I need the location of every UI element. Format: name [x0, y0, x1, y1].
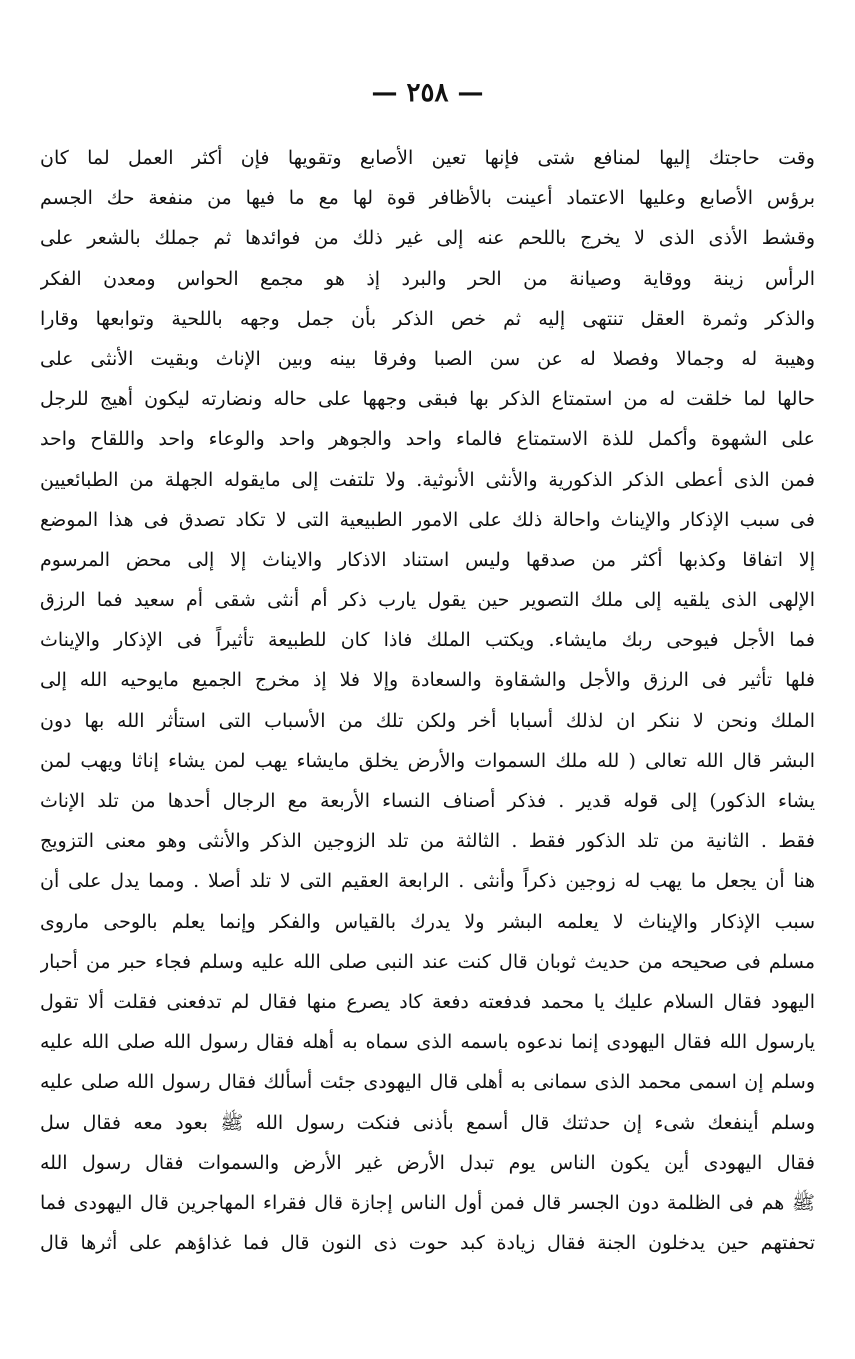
text-line: تحفتهم حين يدخلون الجنة فقال زيادة كبد حوت ذى النون قال فما غذاؤهم على أثرها قال: [40, 1232, 815, 1255]
text-line: فمن الذى أعطى الذكر الذكورية والأنثى الأنوثية. ولا تلتفت إلى مايقوله الجهلة من الطبائعيين: [40, 468, 815, 491]
text-line: فقال اليهودى أين يكون الناس يوم تبدل الأرض غير الأرض والسموات فقال رسول الله: [40, 1151, 815, 1174]
text-line: إلا اتفاقا وكذبها أكثر من صدقها وليس استناد الاذكار والايناث إلا إلى محض المرسوم: [40, 548, 815, 571]
text-line: وقت حاجتك إليها لمنافع شتى فإنها تعين الأصابع وتقويها فإن أكثر العمل لما كان: [40, 147, 815, 169]
text-line: حالها لما خلقت له من استمتاع الذكر بها فبقى وجهها على حاله ونضارته ليكون أهيج للرجل: [40, 388, 815, 411]
text-line: والذكر وثمرة العقل تنتهى إليه ثم خص الذكر بأن جمل وجهه باللحية وتوابعها وقارا: [40, 307, 815, 330]
text-line: وسلم إن اسمى محمد الذى سمانى به أهلى قال اليهودى جئت أسألك فقال رسول الله صلى عليه: [40, 1071, 815, 1094]
text-line: فما الأجل فيوحى ربك مايشاء. ويكتب الملك فاذا كان للطبيعة تأثيراً فى الإذكار والإيناث: [40, 629, 815, 652]
text-line: الرأس زينة ووقاية وصيانة من الحر والبرد إذ هو مجمع الحواس ومعدن الفكر: [40, 267, 815, 290]
text-line: برؤس الأصابع وعليها الاعتماد أعينت بالأظافر قوة لها مع ما فيها من منفعة حك الجسم: [40, 187, 815, 210]
text-line: مسلم فى صحيحه من حديث ثوبان قال كنت عند النبى صلى الله عليه وسلم فجاء حبر من أحبار: [40, 950, 815, 973]
text-line: الإلهى الذى يلقيه إلى ملك التصوير حين يقول يارب ذكر أم أنثى شقى أم سعيد فما الرزق: [40, 589, 815, 612]
text-line: وقشط الأذى الذى لا يخرج باللحم عنه إلى غير ذلك من فوائدها ثم جملك بالشعر على: [40, 227, 815, 250]
text-line: البشر قال الله تعالى ( لله ملك السموات والأرض يخلق مايشاء يهب لمن يشاء إناثا ويهب لمن: [40, 749, 815, 772]
text-line: هنا أن يجعل ما يهب له زوجين ذكراً وأنثى . الرابعة العقيم التى لا تلد أصلا . ومما يدل على أن: [40, 870, 815, 893]
text-line: فلها تأثير فى الرزق والأجل والشقاوة والسعادة وإلا فلا إذ مخرج الجميع مايوحيه الله إلى: [40, 669, 815, 692]
text-line: على الشهوة وأكمل للذة الاستمتاع فالماء واحد والجوهر واحد والوعاء واحد واللقاح واحد: [40, 428, 815, 451]
text-line: وسلم أينفعك شىء إن حدثتك قال أسمع بأذنى فنكت رسول الله ﷺ بعود معه فقال سل: [40, 1111, 815, 1134]
page-number: — ٢٥٨ —: [371, 78, 484, 108]
text-line: سبب الإذكار والإيناث لا يعلمه البشر ولا يدرك بالقياس والفكر وإنما يعلم بالوحى ماروى: [40, 910, 815, 933]
text-line: فقط . الثانية من تلد الذكور فقط . الثالثة من تلد الزوجين الذكر والأنثى وهو معنى التزويج: [40, 830, 815, 853]
text-line: ﷺ هم فى الظلمة دون الجسر قال فمن أول الناس إجازة قال فقراء المهاجرين قال اليهودى فما: [40, 1191, 815, 1214]
text-line: يشاء الذكور) إلى قوله قدير . فذكر أصناف النساء الأربعة مع الرجال أحدها من تلد الإناث: [40, 790, 815, 812]
text-line: الملك ونحن لا ننكر ان لذلك أسبابا أخر ولكن تلك من الأسباب التى استأثر الله بها دون: [40, 709, 815, 732]
text-line: فى سبب الإذكار والإيناث واحالة ذلك على الامور الطبيعية التى لا تكاد تصدق فى هذا الموضع: [40, 508, 815, 531]
text-line: يارسول الله فقال اليهودى إنما ندعوه باسمه الذى سماه به أهله فقال رسول الله صلى الله عليه: [40, 1031, 815, 1054]
text-line: اليهود فقال السلام عليك يا محمد فدفعته دفعة كاد يصرع منها فقال لم تدفعنى فقلت ألا تقول: [40, 990, 815, 1013]
body-text: [40, 138, 815, 1263]
text-line: وهيبة له وجمالا وفصلا له عن سن الصبا وفرقا بينه وبين الإناث وبقيت الأنثى على: [40, 347, 815, 370]
